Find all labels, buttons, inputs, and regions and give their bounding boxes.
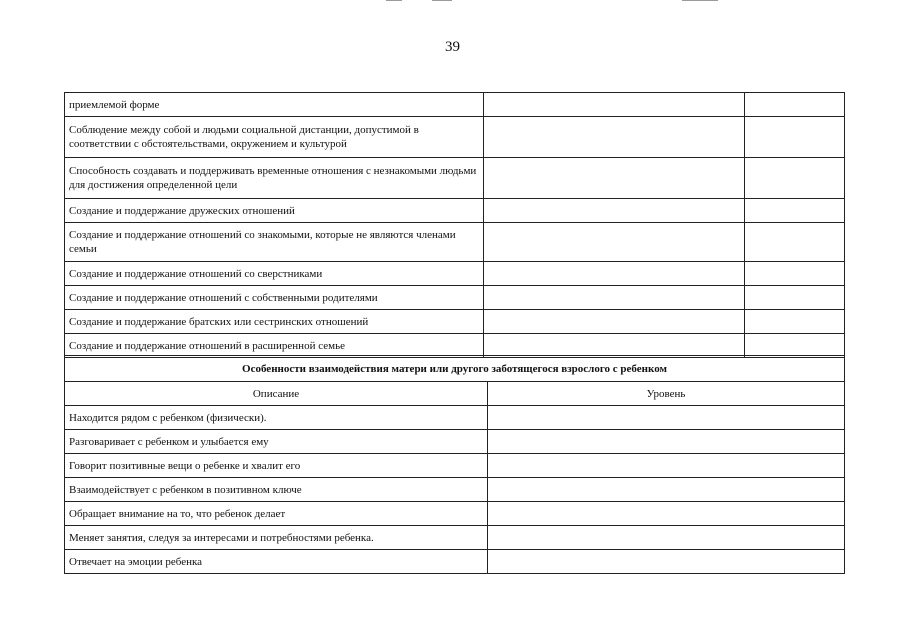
section-header-row bbox=[65, 356, 845, 382]
section-title: Особенности взаимодействия матери или другого заботящегося взрослого с ребенком bbox=[65, 356, 845, 382]
notes-cell[interactable] bbox=[745, 286, 845, 310]
row-description: Создание и поддержание дружеских отношений bbox=[65, 199, 484, 223]
notes-cell[interactable] bbox=[745, 93, 845, 117]
rating-cell[interactable] bbox=[484, 93, 745, 117]
row-description: Говорит позитивные вещи о ребенке и хвалит его bbox=[65, 454, 488, 478]
rating-cell[interactable] bbox=[484, 117, 745, 158]
notes-cell[interactable] bbox=[745, 262, 845, 286]
row-description: Находится рядом с ребенком (физически). bbox=[65, 406, 488, 430]
row-description: приемлемой форме bbox=[65, 93, 484, 117]
table-row bbox=[65, 478, 845, 502]
column-header-description: Описание bbox=[65, 382, 488, 406]
table-row bbox=[65, 286, 845, 310]
level-cell[interactable] bbox=[488, 526, 845, 550]
page-number: 39 bbox=[445, 39, 460, 55]
level-cell[interactable] bbox=[488, 454, 845, 478]
level-cell[interactable] bbox=[488, 550, 845, 574]
notes-cell[interactable] bbox=[745, 158, 845, 199]
notes-cell[interactable] bbox=[745, 117, 845, 158]
table-row bbox=[65, 223, 845, 262]
scan-artifact-line bbox=[386, 0, 402, 1]
row-description: Способность создавать и поддерживать временные отношения с незнакомыми людьми для достижения определенной цели bbox=[65, 158, 484, 199]
scan-artifact-line bbox=[682, 0, 718, 1]
rating-cell[interactable] bbox=[484, 223, 745, 262]
rating-cell[interactable] bbox=[484, 334, 745, 358]
table-row bbox=[65, 406, 845, 430]
row-description: Создание и поддержание отношений со знакомыми, которые не являются членами семьи bbox=[65, 223, 484, 262]
row-description: Отвечает на эмоции ребенка bbox=[65, 550, 488, 574]
row-description: Меняет занятия, следуя за интересами и потребностями ребенка. bbox=[65, 526, 488, 550]
level-cell[interactable] bbox=[488, 478, 845, 502]
rating-cell[interactable] bbox=[484, 286, 745, 310]
row-description: Создание и поддержание братских или сестринских отношений bbox=[65, 310, 484, 334]
level-cell[interactable] bbox=[488, 502, 845, 526]
notes-cell[interactable] bbox=[745, 334, 845, 358]
interaction-table bbox=[64, 355, 845, 574]
column-header-level: Уровень bbox=[488, 382, 845, 406]
row-description: Соблюдение между собой и людьми социальной дистанции, допустимой в соответствии с обстоятельствами, окружением и культурой bbox=[65, 117, 484, 158]
functioning-table bbox=[64, 92, 845, 358]
level-cell[interactable] bbox=[488, 406, 845, 430]
row-description: Взаимодействует с ребенком в позитивном ключе bbox=[65, 478, 488, 502]
level-cell[interactable] bbox=[488, 430, 845, 454]
notes-cell[interactable] bbox=[745, 310, 845, 334]
table-row bbox=[65, 550, 845, 574]
rating-cell[interactable] bbox=[484, 158, 745, 199]
table-row bbox=[65, 430, 845, 454]
notes-cell[interactable] bbox=[745, 199, 845, 223]
table-row bbox=[65, 117, 845, 158]
column-header-row bbox=[65, 382, 845, 406]
row-description: Разговаривает с ребенком и улыбается ему bbox=[65, 430, 488, 454]
row-description: Создание и поддержание отношений в расширенной семье bbox=[65, 334, 484, 358]
table-row bbox=[65, 334, 845, 358]
row-description: Обращает внимание на то, что ребенок делает bbox=[65, 502, 488, 526]
table-row bbox=[65, 310, 845, 334]
table-row bbox=[65, 262, 845, 286]
rating-cell[interactable] bbox=[484, 199, 745, 223]
row-description: Создание и поддержание отношений с собственными родителями bbox=[65, 286, 484, 310]
table-row bbox=[65, 199, 845, 223]
table-row bbox=[65, 502, 845, 526]
notes-cell[interactable] bbox=[745, 223, 845, 262]
rating-cell[interactable] bbox=[484, 310, 745, 334]
table-row bbox=[65, 526, 845, 550]
scan-artifact-line bbox=[432, 0, 452, 1]
row-description: Создание и поддержание отношений со сверстниками bbox=[65, 262, 484, 286]
rating-cell[interactable] bbox=[484, 262, 745, 286]
table-row bbox=[65, 93, 845, 117]
table-row bbox=[65, 158, 845, 199]
table-row bbox=[65, 454, 845, 478]
